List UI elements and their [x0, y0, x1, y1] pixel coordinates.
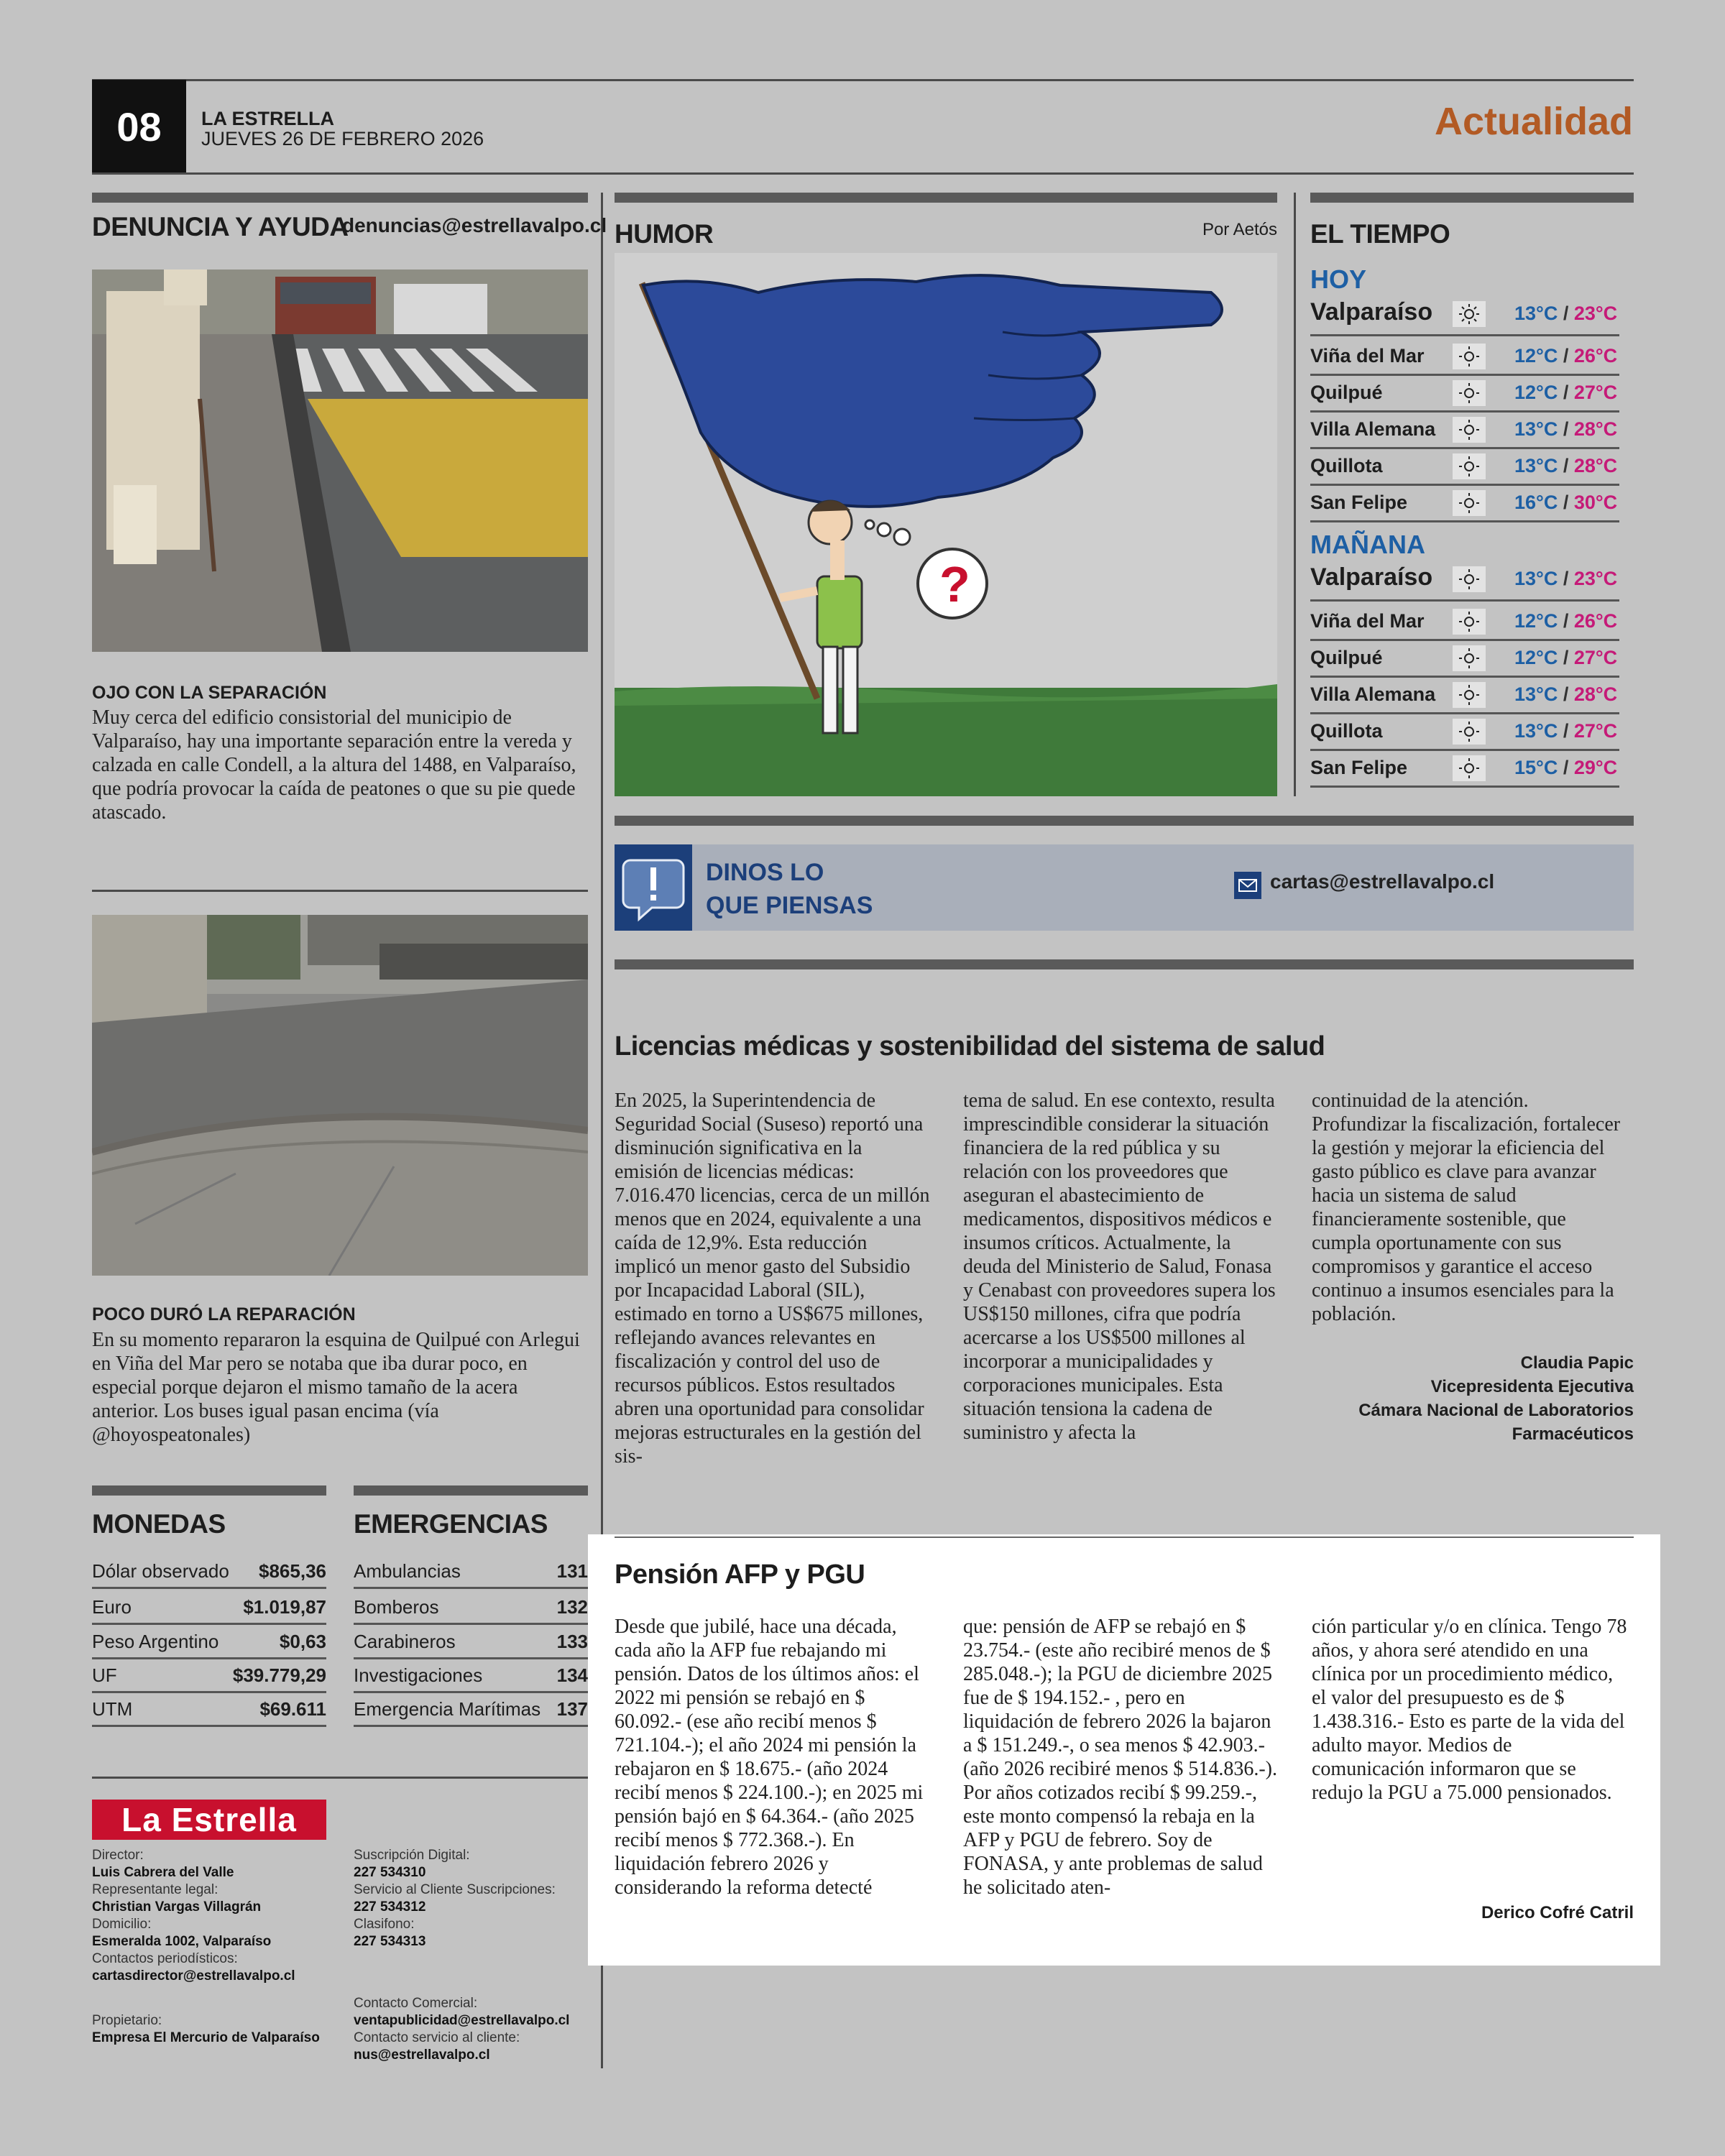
temp-range: 12°C / 26°C [1514, 610, 1618, 632]
temp-min: 13°C [1514, 418, 1558, 440]
monedas-title: MONEDAS [92, 1509, 226, 1539]
currency-value: $865,36 [259, 1560, 326, 1582]
sig-org2: Farmacéuticos [1512, 1424, 1634, 1444]
temp-max: 29°C [1573, 757, 1618, 778]
contact-label: Contactos periodísticos: [92, 1951, 238, 1966]
letters-top-bar [615, 959, 1634, 969]
temp-max: 30°C [1573, 492, 1618, 513]
city-name: Quilpué [1310, 647, 1383, 668]
dinos-email[interactable]: cartas@estrellavalpo.cl [1270, 870, 1495, 893]
weather-row [1310, 716, 1619, 751]
letter2-top-rule [615, 1537, 1634, 1538]
letter2-title: Pensión AFP y PGU [615, 1560, 865, 1590]
rep-name: Christian Vargas Villagrán [92, 1899, 262, 1915]
emergencias-row [354, 1554, 588, 1589]
temp-max: 23°C [1573, 568, 1618, 589]
letter2-col1: Desde que jubilé, hace una década, cada año la AFP fue rebajando mi pensión. Datos de los últimos años: el 2022 mi pensión se rebajó en $ 60.092.- (ese año recibí menos $ 721.104.-); el año 2024 mi pensión la rebajaron en $ 18.675.- (año 2024 recibí menos $ 224.100.-); en 2025 mi pensión bajó en $ 64.364.- (año 2025 recibí menos $ 772.368.-). En liquidación febrero 2026 y considerando la reforma detecté [615, 1616, 924, 1899]
letter1-col1: En 2025, la Superintendencia de Seguridad Social (Suseso) reportó una disminución significativa en la emisión de licencias médicas: 7.016.470 licencias, cerca de un millón menos que en 2024, equivalente a una caída de 12,9%. Esta reducción implicó un menor gasto del Subsidio por Incapacidad Laboral (SIL), estimado en torno a US$675 millones, reflejando avances relevantes en fiscalización y control del uso de recursos públicos. Estos resultados abren una oportunidad para consolidar mejoras estructurales en la gestión del sis- [615, 1089, 930, 1468]
header-top-rule [92, 79, 1634, 81]
temp-range: 13°C / 23°C [1514, 568, 1618, 589]
sun-icon [1453, 645, 1486, 671]
monedas-row [92, 1590, 326, 1625]
weather-row [1310, 341, 1619, 376]
city-name: Villa Alemana [1310, 418, 1436, 440]
column-divider-right [1294, 193, 1296, 796]
weather-tomorrow-label: MAÑANA [1310, 530, 1425, 559]
monedas-top-bar [92, 1485, 326, 1496]
temp-range: 13°C / 28°C [1514, 418, 1618, 440]
emergencias-row [354, 1590, 588, 1625]
temp-max: 28°C [1573, 455, 1618, 476]
temp-max: 28°C [1573, 418, 1618, 440]
service-label: Emergencia Marítimas [354, 1698, 541, 1720]
address-label: Domicilio: [92, 1917, 152, 1932]
temp-max: 23°C [1573, 303, 1618, 324]
temp-min: 13°C [1514, 568, 1558, 589]
temp-min: 13°C [1514, 683, 1558, 705]
svc-phone: 227 534312 [354, 1899, 426, 1915]
letter1-signature [1312, 1351, 1634, 1446]
sun-icon [1453, 490, 1486, 516]
dinos-heading [706, 856, 873, 922]
temp-range: 13°C / 28°C [1514, 455, 1618, 476]
letter2-col3: ción particular y/o en clínica. Tengo 78 años, y ahora seré atendido en una clínica por un procedimiento médico, el valor del presupuesto es de $ 1.438.316.- Esto es parte de la vida del adulto mayor. Medios de comunicación informaron que se redujo la PGU a 75.000 pensionados. [1312, 1616, 1627, 1804]
monedas-row [92, 1658, 326, 1693]
director-name: Luis Cabrera del Valle [92, 1865, 234, 1880]
sun-icon [1453, 682, 1486, 708]
monedas-row [92, 1554, 326, 1589]
weather-row [1310, 487, 1619, 522]
currency-value: $1.019,87 [243, 1596, 326, 1618]
corner-repair-photo [92, 915, 588, 1276]
temp-range: 13°C / 27°C [1514, 720, 1618, 742]
city-name: Valparaíso [1310, 298, 1433, 326]
service-label: Bomberos [354, 1596, 439, 1618]
city-name: Villa Alemana [1310, 683, 1436, 705]
rep-label: Representante legal: [92, 1882, 218, 1897]
emergencias-row [354, 1624, 588, 1659]
com-email[interactable]: ventapublicidad@estrellavalpo.cl [354, 2013, 570, 2028]
sub-label: Suscripción Digital: [354, 1848, 470, 1863]
humor-top-bar [615, 193, 1277, 203]
sun-icon [1453, 755, 1486, 781]
weather-row [1310, 606, 1619, 641]
temp-min: 13°C [1514, 455, 1558, 476]
letter1-col2: tema de salud. En ese contexto, resulta imprescindible considerar la situación financiera de la red pública y su relación con los proveedores que aseguran el abastecimiento de medicamentos, dispositivos médicos e insumos críticos. Actualmente, la deuda del Ministerio de Salud, Fonasa y Cenabast con proveedores supera los US$150 millones, cifra que podría acercarse a los US$500 millones al incorporar a municipalidades y corporaciones municipales. Esta situación tensiona la cadena de suministro y afecta la [963, 1089, 1276, 1444]
city-name: Quillota [1310, 455, 1383, 476]
service-label: Ambulancias [354, 1560, 461, 1582]
temp-range: 12°C / 26°C [1514, 345, 1618, 367]
city-name: San Felipe [1310, 757, 1408, 778]
humor-title: HUMOR [615, 219, 714, 249]
currency-value: $39.779,29 [232, 1664, 326, 1686]
city-name: San Felipe [1310, 492, 1408, 513]
sig-org1: Cámara Nacional de Laboratorios [1358, 1401, 1634, 1420]
letter1-title: Licencias médicas y sostenibilidad del sistema de salud [615, 1031, 1325, 1061]
dinos-top-bar [615, 816, 1634, 826]
currency-label: UF [92, 1664, 117, 1686]
temp-max: 28°C [1573, 683, 1618, 705]
weather-row [1310, 679, 1619, 714]
sun-icon [1453, 380, 1486, 406]
city-name: Valparaíso [1310, 563, 1433, 591]
temp-range: 16°C / 30°C [1514, 492, 1618, 513]
story1-heading: OJO CON LA SEPARACIÓN [92, 683, 327, 703]
sun-icon [1453, 719, 1486, 745]
temp-min: 12°C [1514, 382, 1558, 403]
issue-date: JUEVES 26 DE FEBRERO 2026 [201, 128, 484, 149]
temp-min: 15°C [1514, 757, 1558, 778]
temp-max: 26°C [1573, 345, 1618, 367]
address: Esmeralda 1002, Valparaíso [92, 1934, 272, 1949]
service-number[interactable]: 131 [556, 1560, 588, 1582]
director-label: Director: [92, 1848, 144, 1863]
com-label: Contacto Comercial: [354, 1996, 478, 2011]
temp-min: 12°C [1514, 610, 1558, 632]
cli-email[interactable]: nus@estrellavalpo.cl [354, 2047, 490, 2063]
currency-label: Euro [92, 1596, 132, 1618]
cli-label: Contacto servicio al cliente: [354, 2030, 520, 2045]
dinos-line2: QUE PIENSAS [706, 892, 873, 919]
question-mark-icon: ? [939, 556, 970, 612]
masthead-right [354, 1847, 598, 2064]
denuncia-title: DENUNCIA Y AYUDA [92, 212, 349, 241]
owner-name: Empresa El Mercurio de Valparaíso [92, 2030, 320, 2045]
sig-name: Claudia Papic [1520, 1353, 1634, 1373]
dinos-icon-box [615, 844, 692, 931]
sig-role: Vicepresidenta Ejecutiva [1430, 1377, 1634, 1396]
currency-label: UTM [92, 1698, 133, 1720]
currency-value: $0,63 [279, 1631, 326, 1652]
estrella-logo [92, 1800, 326, 1840]
mail-icon [1234, 872, 1261, 899]
temp-max: 27°C [1573, 382, 1618, 403]
weather-row [1310, 563, 1619, 602]
temp-range: 13°C / 23°C [1514, 303, 1618, 324]
masthead-divider [92, 1777, 588, 1779]
story1-body: Muy cerca del edificio consistorial del municipio de Valparaíso, hay una importante separación entre la vereda y calzada en calle Condell, a la altura del 1488, en Valparaíso, que podría provocar la caída de peatones o que su pie quede atascado. [92, 706, 576, 824]
letter1-col3: continuidad de la atención. Profundizar la fiscalización, fortalecer la gestión y mejorar la eficiencia del gasto público es clave para avanzar hacia un sistema de salud financieramente sostenible, que cumpla oportunamente con sus compromisos y garantice el acceso continuo a insumos esenciales para la población. [1312, 1089, 1621, 1325]
currency-label: Dólar observado [92, 1560, 229, 1582]
denuncia-top-bar [92, 193, 588, 203]
monedas-row [92, 1692, 326, 1727]
sun-icon [1453, 417, 1486, 443]
weather-row [1310, 752, 1619, 788]
temp-max: 27°C [1573, 720, 1618, 742]
temp-range: 12°C / 27°C [1514, 382, 1618, 403]
dinos-line1: DINOS LO [706, 859, 824, 886]
temp-min: 13°C [1514, 303, 1558, 324]
masthead-left [92, 1847, 336, 2047]
emergencias-row [354, 1692, 588, 1727]
story2-heading: POCO DURÓ LA REPARACIÓN [92, 1304, 356, 1325]
weather-top-bar [1310, 193, 1634, 203]
weather-row [1310, 377, 1619, 413]
currency-value: $69.611 [259, 1698, 326, 1720]
sub-phone: 227 534310 [354, 1865, 426, 1880]
temp-min: 13°C [1514, 720, 1558, 742]
logo-text: La Estrella [121, 1801, 297, 1838]
weather-row [1310, 298, 1619, 336]
page-number: 08 [92, 80, 186, 174]
currency-label: Peso Argentino [92, 1631, 219, 1652]
denuncia-email[interactable]: denuncias@estrellavalpo.cl [342, 214, 607, 236]
monedas-row [92, 1624, 326, 1659]
temp-min: 12°C [1514, 647, 1558, 668]
city-name: Viña del Mar [1310, 345, 1425, 367]
sidewalk-gap-photo [92, 270, 588, 652]
temp-max: 26°C [1573, 610, 1618, 632]
section-title: Actualidad [1434, 100, 1633, 143]
weather-row [1310, 414, 1619, 449]
city-name: Quilpué [1310, 382, 1383, 403]
temp-min: 12°C [1514, 345, 1558, 367]
emergencias-top-bar [354, 1485, 588, 1496]
service-number[interactable]: 134 [556, 1664, 588, 1686]
owner-label: Propietario: [92, 2013, 162, 2028]
emergencias-title: EMERGENCIAS [354, 1509, 548, 1539]
weather-row [1310, 642, 1619, 678]
story2-body: En su momento repararon la esquina de Quilpué con Arlegui en Viña del Mar pero se notaba que iba durar poco, en especial porque dejaron el mismo tamaño de la acera anterior. Los buses igual pasan encima (vía @hoyospeatonales) [92, 1329, 580, 1446]
sun-icon [1453, 609, 1486, 635]
svc-label: Servicio al Cliente Suscripciones: [354, 1882, 556, 1897]
speech-bubble-icon [615, 844, 692, 931]
service-number[interactable]: 132 [556, 1596, 588, 1618]
weather-row [1310, 451, 1619, 486]
weather-title: EL TIEMPO [1310, 219, 1450, 249]
temp-range: 13°C / 28°C [1514, 683, 1618, 705]
emergencias-row [354, 1658, 588, 1693]
service-number[interactable]: 137 [556, 1698, 588, 1720]
letter2-col2: que: pensión de AFP se rebajó en $ 23.754.- (este año recibiré menos de $ 285.048.-); la PGU de diciembre 2025 fue de $ 194.152.- , pero en liquidación de febrero 2026 la bajaron a $ 151.249.-, o sea menos $ 42.903.- (año 2026 recibiré menos $ 514.836.-). Por años cotizados recibí $ 99.259.-, este monto compensó la rebaja en la AFP y PGU de febrero. Soy de FONASA, y ante problemas de salud he solicitado aten- [963, 1616, 1277, 1899]
letter2-signature: Derico Cofré Catril [1481, 1903, 1634, 1922]
sun-icon [1453, 453, 1486, 479]
dinos-banner [615, 844, 1634, 931]
city-name: Viña del Mar [1310, 610, 1425, 632]
temp-min: 16°C [1514, 492, 1558, 513]
temp-range: 15°C / 29°C [1514, 757, 1618, 778]
paper-name: LA ESTRELLA [201, 108, 334, 129]
city-name: Quillota [1310, 720, 1383, 742]
header-bottom-rule [92, 172, 1634, 175]
sun-icon [1453, 301, 1486, 327]
clas-phone: 227 534313 [354, 1934, 426, 1949]
temp-max: 27°C [1573, 647, 1618, 668]
humor-author: Por Aetós [1202, 220, 1277, 239]
sun-icon [1453, 566, 1486, 592]
service-label: Carabineros [354, 1631, 456, 1652]
humor-cartoon [615, 253, 1277, 796]
sun-icon [1453, 344, 1486, 369]
service-label: Investigaciones [354, 1664, 483, 1686]
contact-email[interactable]: cartasdirector@estrellavalpo.cl [92, 1968, 295, 1984]
temp-range: 12°C / 27°C [1514, 647, 1618, 668]
weather-today-label: HOY [1310, 264, 1367, 294]
denuncia-story-divider [92, 890, 588, 892]
service-number[interactable]: 133 [556, 1631, 588, 1652]
clas-label: Clasifono: [354, 1917, 415, 1932]
